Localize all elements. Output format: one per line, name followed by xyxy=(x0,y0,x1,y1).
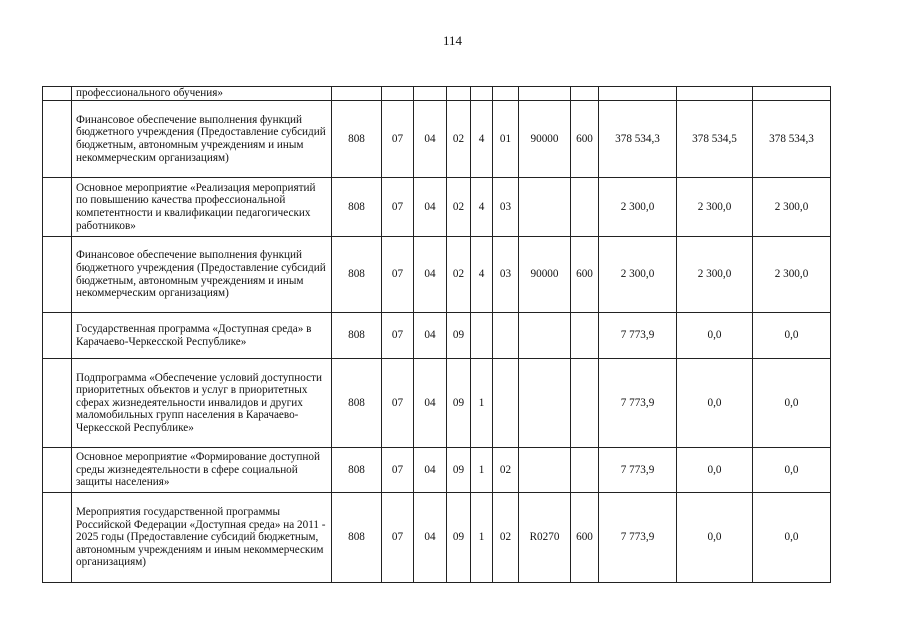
direction-cell xyxy=(519,178,571,237)
expense-type-cell xyxy=(571,359,599,448)
blank-cell xyxy=(43,359,72,448)
pr-cell xyxy=(414,87,447,101)
subprogram-cell xyxy=(471,313,493,359)
direction-cell xyxy=(519,448,571,493)
amount-year3-cell: 2 300,0 xyxy=(753,237,831,313)
amount-year2-cell: 0,0 xyxy=(677,359,753,448)
table-row xyxy=(43,237,831,313)
rz-cell xyxy=(382,87,414,101)
amount-year1-cell: 7 773,9 xyxy=(599,493,677,583)
rz-cell: 07 xyxy=(382,493,414,583)
expense-type-cell: 600 xyxy=(571,101,599,178)
rz-cell: 07 xyxy=(382,237,414,313)
ved-cell: 808 xyxy=(332,359,382,448)
subprogram-cell: 4 xyxy=(471,237,493,313)
program-cell: 02 xyxy=(447,178,471,237)
ved-cell: 808 xyxy=(332,448,382,493)
blank-cell xyxy=(43,313,72,359)
amount-year1-cell: 2 300,0 xyxy=(599,178,677,237)
measure-cell xyxy=(493,313,519,359)
expense-type-cell xyxy=(571,448,599,493)
direction-cell xyxy=(519,87,571,101)
amount-year3-cell: 378 534,3 xyxy=(753,101,831,178)
table-row xyxy=(43,87,831,101)
measure-cell: 03 xyxy=(493,178,519,237)
measure-cell: 02 xyxy=(493,448,519,493)
budget-table xyxy=(42,86,831,583)
rz-cell: 07 xyxy=(382,359,414,448)
direction-cell: 90000 xyxy=(519,237,571,313)
amount-year1-cell: 7 773,9 xyxy=(599,359,677,448)
ved-cell: 808 xyxy=(332,101,382,178)
program-cell: 09 xyxy=(447,493,471,583)
subprogram-cell: 4 xyxy=(471,101,493,178)
pr-cell: 04 xyxy=(414,178,447,237)
amount-year3-cell xyxy=(753,87,831,101)
amount-year1-cell: 378 534,3 xyxy=(599,101,677,178)
blank-cell xyxy=(43,101,72,178)
expense-type-cell xyxy=(571,87,599,101)
amount-year2-cell: 0,0 xyxy=(677,313,753,359)
measure-cell xyxy=(493,87,519,101)
blank-cell xyxy=(43,448,72,493)
measure-cell: 03 xyxy=(493,237,519,313)
page-number: 114 xyxy=(442,33,463,48)
program-cell: 09 xyxy=(447,448,471,493)
pr-cell: 04 xyxy=(414,313,447,359)
pr-cell: 04 xyxy=(414,101,447,178)
amount-year2-cell: 2 300,0 xyxy=(677,237,753,313)
ved-cell xyxy=(332,87,382,101)
table-row xyxy=(43,101,831,178)
ved-cell: 808 xyxy=(332,237,382,313)
direction-cell: 90000 xyxy=(519,101,571,178)
direction-cell: R0270 xyxy=(519,493,571,583)
program-cell: 09 xyxy=(447,313,471,359)
pr-cell: 04 xyxy=(414,493,447,583)
subprogram-cell: 1 xyxy=(471,493,493,583)
table-row xyxy=(43,493,831,583)
amount-year2-cell: 0,0 xyxy=(677,448,753,493)
subprogram-cell: 1 xyxy=(471,359,493,448)
amount-year1-cell xyxy=(599,87,677,101)
program-cell: 02 xyxy=(447,237,471,313)
measure-cell: 01 xyxy=(493,101,519,178)
amount-year2-cell xyxy=(677,87,753,101)
expense-type-cell xyxy=(571,313,599,359)
amount-year2-cell: 2 300,0 xyxy=(677,178,753,237)
ved-cell: 808 xyxy=(332,178,382,237)
blank-cell xyxy=(43,87,72,101)
amount-year1-cell: 7 773,9 xyxy=(599,313,677,359)
amount-year3-cell: 2 300,0 xyxy=(753,178,831,237)
item-name-cell: Основное мероприятие «Формирование доступной среды жизнедеятельности в сфере социальной защиты населения» xyxy=(72,448,332,493)
amount-year1-cell: 2 300,0 xyxy=(599,237,677,313)
item-name-cell: Государственная программа «Доступная среда» в Карачаево-Черкесской Республике» xyxy=(72,313,332,359)
amount-year2-cell: 0,0 xyxy=(677,493,753,583)
table-row xyxy=(43,313,831,359)
item-name-cell: Подпрограмма «Обеспечение условий доступности приоритетных объектов и услуг в приоритетных сферах жизнедеятельности инвалидов и других маломобильных групп населения в Карачаево-Черкесской Республике» xyxy=(72,359,332,448)
amount-year1-cell: 7 773,9 xyxy=(599,448,677,493)
amount-year3-cell: 0,0 xyxy=(753,448,831,493)
amount-year3-cell: 0,0 xyxy=(753,359,831,448)
pr-cell: 04 xyxy=(414,359,447,448)
ved-cell: 808 xyxy=(332,493,382,583)
measure-cell xyxy=(493,359,519,448)
blank-cell xyxy=(43,237,72,313)
item-name-cell: профессионального обучения» xyxy=(72,87,332,101)
amount-year3-cell: 0,0 xyxy=(753,493,831,583)
item-name-cell: Финансовое обеспечение выполнения функций бюджетного учреждения (Предоставление субсидий бюджетным, автономным учреждениям и иным некоммерческим организациям) xyxy=(72,101,332,178)
measure-cell: 02 xyxy=(493,493,519,583)
table-row xyxy=(43,178,831,237)
direction-cell xyxy=(519,359,571,448)
item-name-cell: Финансовое обеспечение выполнения функций бюджетного учреждения (Предоставление субсидий бюджетным, автономным учреждениям и иным некоммерческим организациям) xyxy=(72,237,332,313)
rz-cell: 07 xyxy=(382,313,414,359)
rz-cell: 07 xyxy=(382,101,414,178)
direction-cell xyxy=(519,313,571,359)
subprogram-cell: 1 xyxy=(471,448,493,493)
blank-cell xyxy=(43,493,72,583)
expense-type-cell xyxy=(571,178,599,237)
pr-cell: 04 xyxy=(414,448,447,493)
program-cell: 09 xyxy=(447,359,471,448)
program-cell xyxy=(447,87,471,101)
expense-type-cell: 600 xyxy=(571,493,599,583)
item-name-cell: Мероприятия государственной программы Российской Федерации «Доступная среда» на 2011 - 2025 годы (Предоставление субсидий бюджетным, автономным учреждениям и иным некоммерческим организациям) xyxy=(72,493,332,583)
subprogram-cell xyxy=(471,87,493,101)
table-row xyxy=(43,359,831,448)
blank-cell xyxy=(43,178,72,237)
amount-year3-cell: 0,0 xyxy=(753,313,831,359)
program-cell: 02 xyxy=(447,101,471,178)
expense-type-cell: 600 xyxy=(571,237,599,313)
amount-year2-cell: 378 534,5 xyxy=(677,101,753,178)
pr-cell: 04 xyxy=(414,237,447,313)
table-row xyxy=(43,448,831,493)
subprogram-cell: 4 xyxy=(471,178,493,237)
rz-cell: 07 xyxy=(382,178,414,237)
item-name-cell: Основное мероприятие «Реализация мероприятий по повышению качества профессиональной компетентности и квалификации педагогических работников» xyxy=(72,178,332,237)
ved-cell: 808 xyxy=(332,313,382,359)
rz-cell: 07 xyxy=(382,448,414,493)
